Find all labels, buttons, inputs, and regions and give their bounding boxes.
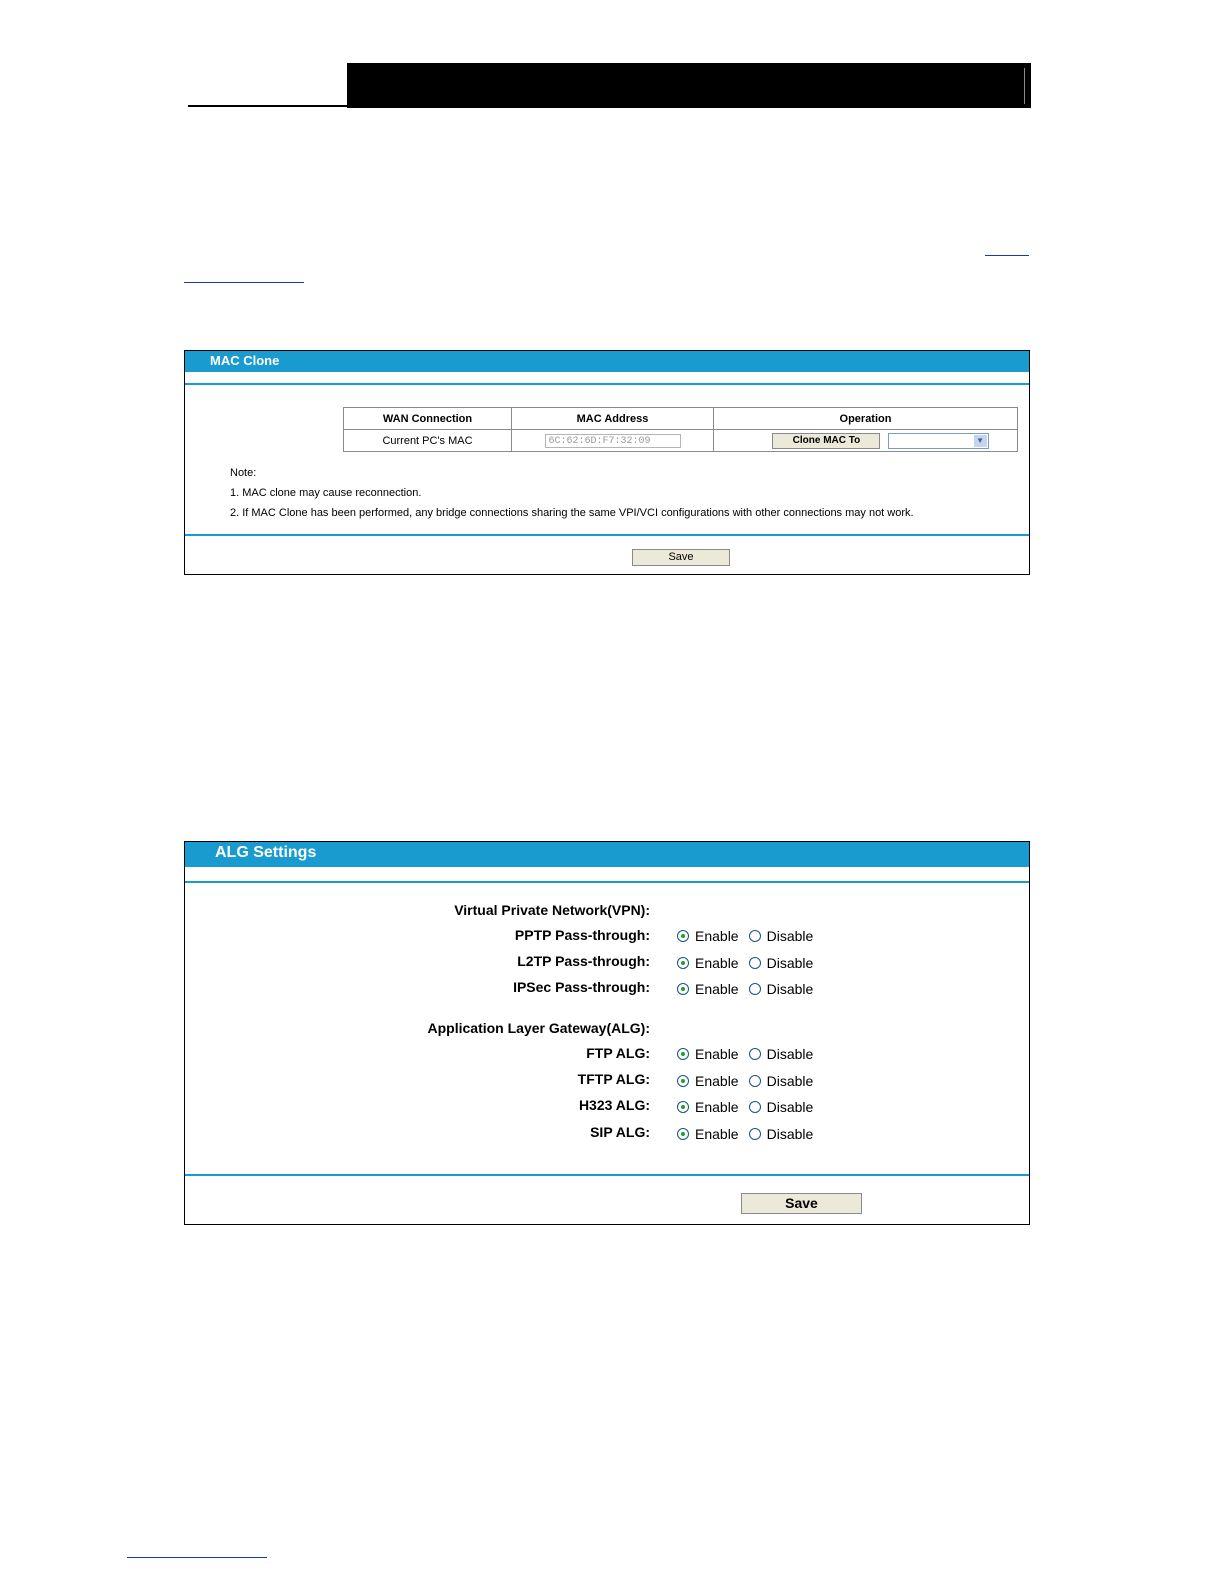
pptp-enable-radio[interactable]: [677, 930, 689, 942]
h323-alg-label: H323 ALG:: [578, 1097, 650, 1113]
radio-label: Enable: [695, 1073, 739, 1089]
radio-label: Disable: [766, 1099, 814, 1115]
divider: [185, 881, 1029, 883]
sip-alg-label: SIP ALG:: [590, 1124, 650, 1140]
ftp-alg-label: FTP ALG:: [586, 1045, 650, 1061]
tftp-enable-radio[interactable]: [677, 1075, 689, 1087]
radio-label: Enable: [695, 1126, 739, 1142]
divider: [185, 534, 1029, 536]
sip-enable-radio[interactable]: [677, 1128, 689, 1140]
l2tp-disable-radio[interactable]: [749, 957, 761, 969]
h323-disable-radio[interactable]: [749, 1101, 761, 1113]
mac-address-cell: [512, 430, 714, 452]
panel-title: MAC Clone: [210, 353, 280, 368]
radio-label: Enable: [695, 981, 739, 997]
ftp-disable-radio[interactable]: [749, 1048, 761, 1060]
radio-label: Enable: [695, 955, 739, 971]
h323-enable-radio[interactable]: [677, 1101, 689, 1113]
mac-table: [343, 407, 1018, 452]
alg-settings-panel: [184, 841, 1030, 1225]
note-line-1: 1. MAC clone may cause reconnection.: [230, 487, 422, 499]
footer-link-underline[interactable]: [127, 1557, 267, 1558]
pptp-radio-group: [677, 928, 813, 944]
radio-label: Disable: [766, 1046, 814, 1062]
table-row: [344, 430, 1018, 452]
l2tp-radio-group: [677, 955, 813, 971]
col-wan-connection: WAN Connection: [344, 408, 512, 430]
panel-title: ALG Settings: [215, 844, 317, 861]
pptp-label: PPTP Pass-through:: [514, 927, 650, 943]
radio-label: Disable: [766, 981, 814, 997]
radio-label: Disable: [766, 1073, 814, 1089]
tftp-disable-radio[interactable]: [749, 1075, 761, 1087]
mac-clone-panel: [184, 350, 1030, 575]
chevron-down-icon[interactable]: ▼: [974, 435, 987, 447]
operation-cell: [714, 430, 1018, 452]
tftp-alg-label: TFTP ALG:: [577, 1071, 650, 1087]
alg-heading: Application Layer Gateway(ALG):: [427, 1020, 650, 1036]
header-rule: [188, 105, 348, 107]
tftp-radio-group: [677, 1073, 813, 1089]
ftp-radio-group: [677, 1046, 813, 1062]
divider: [185, 1174, 1029, 1176]
radio-label: Enable: [695, 1099, 739, 1115]
ipsec-label: IPSec Pass-through:: [513, 979, 650, 995]
ipsec-radio-group: [677, 981, 813, 997]
radio-label: Enable: [695, 928, 739, 944]
link-underline-fragment[interactable]: [184, 282, 304, 283]
header-bar: [347, 63, 1031, 108]
radio-label: Enable: [695, 1046, 739, 1062]
pptp-disable-radio[interactable]: [749, 930, 761, 942]
radio-label: Disable: [766, 1126, 814, 1142]
h323-radio-group: [677, 1099, 813, 1115]
sip-disable-radio[interactable]: [749, 1128, 761, 1140]
header-bar-edge: [1024, 68, 1025, 104]
mac-save-button[interactable]: Save: [632, 549, 730, 566]
l2tp-enable-radio[interactable]: [677, 957, 689, 969]
table-header-row: [344, 408, 1018, 430]
mac-clone-header: [185, 351, 1029, 372]
ipsec-disable-radio[interactable]: [749, 983, 761, 995]
l2tp-label: L2TP Pass-through:: [517, 953, 650, 969]
radio-label: Disable: [766, 955, 814, 971]
clone-mac-button[interactable]: Clone MAC To: [772, 433, 880, 449]
link-underline-fragment[interactable]: [985, 255, 1029, 256]
alg-header: [185, 842, 1029, 867]
ipsec-enable-radio[interactable]: [677, 983, 689, 995]
alg-save-button[interactable]: Save: [741, 1193, 862, 1214]
col-mac-address: MAC Address: [512, 408, 714, 430]
ftp-enable-radio[interactable]: [677, 1048, 689, 1060]
col-operation: Operation: [714, 408, 1018, 430]
note-line-2: 2. If MAC Clone has been performed, any bridge connections sharing the same VPI/VCI configurations with other connections may not work.: [230, 507, 914, 519]
mac-address-field[interactable]: 6C:62:6D:F7:32:09: [545, 434, 681, 448]
clone-target-select[interactable]: [888, 433, 989, 449]
vpn-heading: Virtual Private Network(VPN):: [454, 902, 650, 918]
divider: [185, 383, 1029, 385]
note-heading: Note:: [230, 467, 257, 479]
sip-radio-group: [677, 1126, 813, 1142]
radio-label: Disable: [766, 928, 814, 944]
wan-connection-cell: Current PC's MAC: [344, 430, 512, 452]
